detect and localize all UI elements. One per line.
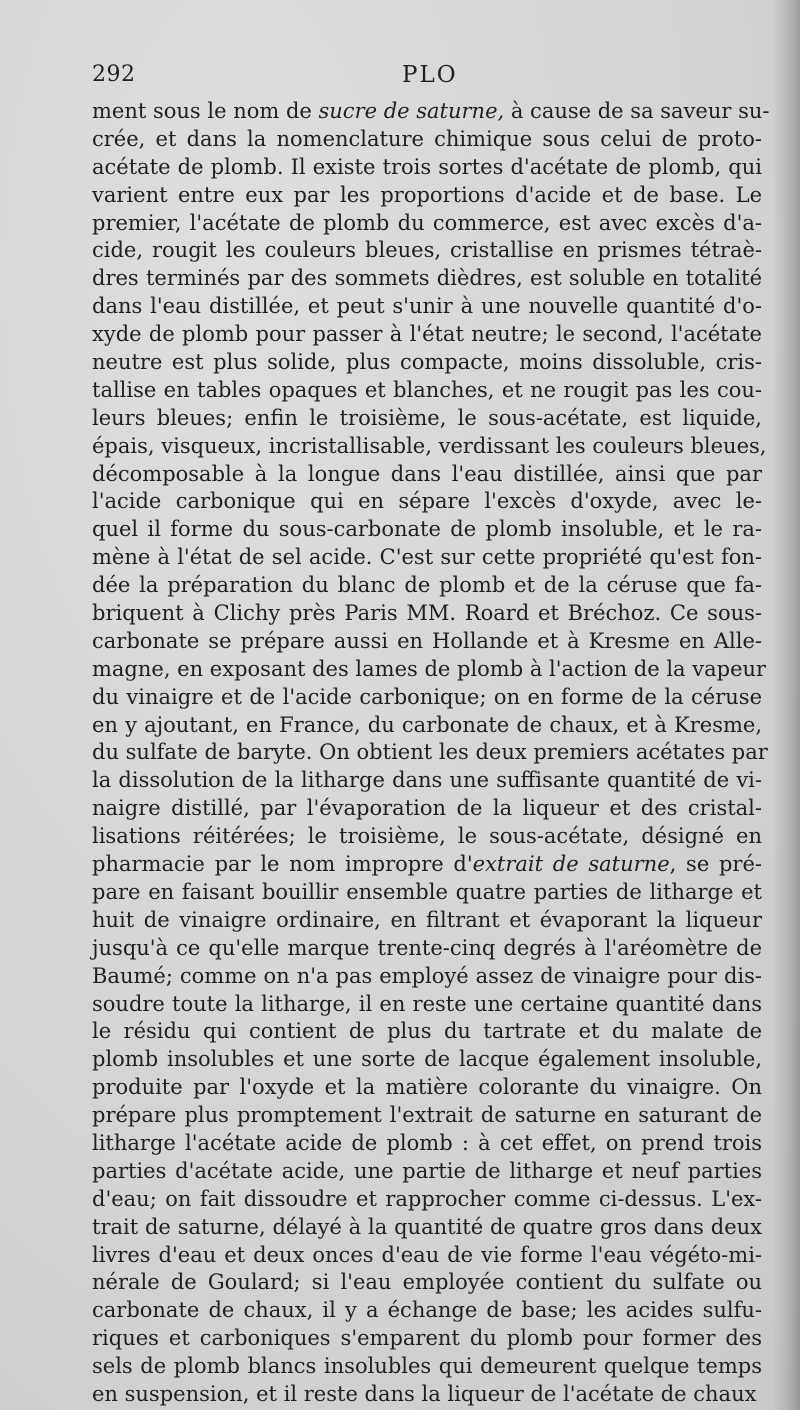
text-line bbox=[92, 265, 762, 293]
line-segment: pare en faisant bouillir ensemble quatre parties de litharge et bbox=[92, 879, 762, 904]
text-line bbox=[92, 544, 762, 572]
text-line bbox=[92, 1130, 762, 1158]
line-segment: xyde de plomb pour passer à l'état neutre; le second, l'acétate bbox=[92, 322, 762, 347]
text-line bbox=[92, 182, 762, 210]
text-line bbox=[92, 98, 770, 126]
text-line bbox=[92, 1046, 762, 1074]
page-header bbox=[92, 62, 762, 92]
line-segment: huit de vinaigre ordinaire, en filtrant et évaporant la liqueur bbox=[92, 907, 762, 932]
line-segment: à cause de sa saveur su- bbox=[504, 99, 770, 123]
text-line bbox=[92, 154, 762, 182]
text-line bbox=[92, 963, 762, 991]
line-segment: ment sous le nom de bbox=[92, 99, 319, 123]
line-segment: soudre toute la litharge, il en reste une certaine quantité dans bbox=[92, 991, 762, 1016]
text-line bbox=[92, 321, 762, 349]
line-segment: crée, et dans la nomenclature chimique sous celui de proto- bbox=[92, 126, 762, 151]
text-line bbox=[92, 767, 762, 795]
text-line bbox=[92, 433, 767, 461]
line-segment: d'eau; on fait dissoudre et rapprocher comme ci-dessus. L'ex- bbox=[92, 1186, 762, 1211]
line-segment: du vinaigre et de l'acide carbonique; on en forme de la céruse bbox=[92, 684, 762, 709]
text-line bbox=[92, 712, 762, 740]
line-segment: plomb insolubles et une sorte de lacque également insoluble, bbox=[92, 1047, 762, 1072]
text-line bbox=[92, 991, 762, 1019]
text-line bbox=[92, 907, 762, 935]
text-line bbox=[92, 237, 762, 265]
text-line bbox=[92, 1353, 762, 1381]
text-line bbox=[92, 1018, 762, 1046]
running-head: PLO bbox=[402, 62, 458, 88]
line-segment: neutre est plus solide, plus compacte, moins dissoluble, cris- bbox=[92, 350, 762, 375]
text-line bbox=[92, 656, 767, 684]
line-segment: nérale de Goulard; si l'eau employée contient du sulfate ou bbox=[92, 1270, 762, 1295]
line-segment: carbonate se prépare aussi en Hollande et à Kresme en Alle- bbox=[92, 628, 762, 653]
text-line bbox=[92, 516, 762, 544]
line-segment: prépare plus promptement l'extrait de saturne en saturant de bbox=[92, 1103, 762, 1128]
text-line bbox=[92, 1381, 762, 1409]
line-segment: Baumé; comme on n'a pas employé assez de vinaigre pour dis- bbox=[92, 963, 762, 988]
line-segment: premier, l'acétate de plomb du commerce, est avec excès d'a- bbox=[92, 210, 762, 235]
text-line bbox=[92, 795, 762, 823]
text-line bbox=[92, 126, 762, 154]
text-line bbox=[92, 1297, 762, 1325]
text-line bbox=[92, 488, 762, 516]
line-segment: , se pré- bbox=[669, 852, 762, 877]
line-segment: livres d'eau et deux onces d'eau de vie forme l'eau végéto-mi- bbox=[92, 1242, 762, 1267]
text-line bbox=[92, 823, 762, 851]
line-segment: parties d'acétate acide, une partie de litharge et neuf parties bbox=[92, 1158, 762, 1183]
text-line bbox=[92, 405, 762, 433]
text-line bbox=[92, 851, 762, 879]
line-segment: l'acide carbonique qui en sépare l'excès d'oxyde, avec le- bbox=[92, 489, 762, 514]
line-segment: naigre distillé, par l'évaporation de la liqueur et des cristal- bbox=[92, 796, 762, 821]
line-segment: litharge l'acétate acide de plomb : à cet effet, on prend trois bbox=[92, 1130, 762, 1155]
text-line bbox=[92, 293, 762, 321]
line-segment: carbonate de chaux, il y a échange de base; les acides sulfu- bbox=[92, 1298, 762, 1323]
text-line bbox=[92, 461, 762, 489]
text-line bbox=[92, 377, 762, 405]
text-line bbox=[92, 684, 762, 712]
text-line bbox=[92, 1242, 762, 1270]
line-segment: la dissolution de la litharge dans une suffisante quantité de vi- bbox=[92, 768, 762, 793]
line-segment: sels de plomb blancs insolubles qui demeurent quelque temps bbox=[92, 1354, 762, 1379]
line-segment: riques et carboniques s'emparent du plomb pour former des bbox=[92, 1326, 762, 1351]
line-segment: dans l'eau distillée, et peut s'unir à une nouvelle quantité d'o- bbox=[92, 294, 762, 319]
text-line bbox=[92, 1074, 762, 1102]
line-segment: briquent à Clichy près Paris MM. Roard et Bréchoz. Ce sous- bbox=[92, 601, 762, 626]
line-segment: du sulfate de baryte. On obtient les deux premiers acétates par bbox=[92, 740, 768, 765]
italic-term: sucre de saturne, bbox=[318, 99, 505, 123]
text-line bbox=[92, 935, 762, 963]
line-segment: leurs bleues; enfin le troisième, le sous-acétate, est liquide, bbox=[92, 405, 762, 430]
italic-term: extrait de saturne bbox=[472, 852, 670, 877]
text-line bbox=[92, 349, 762, 377]
text-line bbox=[92, 572, 762, 600]
line-segment: lisations réitérées; le troisième, le sous-acétate, désigné en bbox=[92, 824, 762, 849]
text-line bbox=[92, 879, 762, 907]
text-line bbox=[92, 1269, 762, 1297]
line-segment: en y ajoutant, en France, du carbonate de chaux, et à Kresme, bbox=[92, 712, 762, 737]
page-number: 292 bbox=[92, 62, 136, 87]
line-segment: décomposable à la longue dans l'eau distillée, ainsi que par bbox=[92, 461, 762, 486]
line-segment: épais, visqueux, incristallisable, verdissant les couleurs bleues, bbox=[92, 433, 767, 458]
line-segment: acétate de plomb. Il existe trois sortes d'acétate de plomb, qui bbox=[92, 154, 762, 179]
line-segment: tallise en tables opaques et blanches, et ne rougit pas les cou- bbox=[92, 377, 762, 402]
line-segment: varient entre eux par les proportions d'acide et de base. Le bbox=[92, 182, 762, 207]
line-segment: jusqu'à ce qu'elle marque trente-cinq degrés à l'aréomètre de bbox=[92, 935, 762, 960]
line-segment: magne, en exposant des lames de plomb à l'action de la vapeur bbox=[92, 656, 767, 681]
line-segment: en suspension, et il reste dans la liqueur de l'acétate de chaux bbox=[92, 1381, 757, 1406]
line-segment: mène à l'état de sel acide. C'est sur cette propriété qu'est fon- bbox=[92, 545, 762, 570]
body-text bbox=[92, 98, 770, 1409]
line-segment: dée la préparation du blanc de plomb et de la céruse que fa- bbox=[92, 573, 762, 598]
line-segment: dres terminés par des sommets dièdres, est soluble en totalité bbox=[92, 266, 762, 291]
text-line bbox=[92, 1325, 762, 1353]
text-line bbox=[92, 1102, 762, 1130]
line-segment: pharmacie par le nom impropre d' bbox=[92, 852, 473, 877]
text-line bbox=[92, 210, 762, 238]
text-line bbox=[92, 1158, 762, 1186]
text-line bbox=[92, 600, 762, 628]
text-line bbox=[92, 628, 762, 656]
line-segment: le résidu qui contient de plus du tartrate et du malate de bbox=[92, 1019, 762, 1044]
line-segment: cide, rougit les couleurs bleues, cristallise en prismes tétraè- bbox=[92, 238, 762, 263]
text-line bbox=[92, 1214, 762, 1242]
line-segment: produite par l'oxyde et la matière colorante du vinaigre. On bbox=[92, 1075, 762, 1100]
line-segment: trait de saturne, délayé à la quantité de quatre gros dans deux bbox=[92, 1214, 762, 1239]
text-line bbox=[92, 739, 768, 767]
text-line bbox=[92, 1186, 762, 1214]
line-segment: quel il forme du sous-carbonate de plomb insoluble, et le ra- bbox=[92, 517, 762, 542]
page-edge-shadow bbox=[772, 0, 800, 1410]
